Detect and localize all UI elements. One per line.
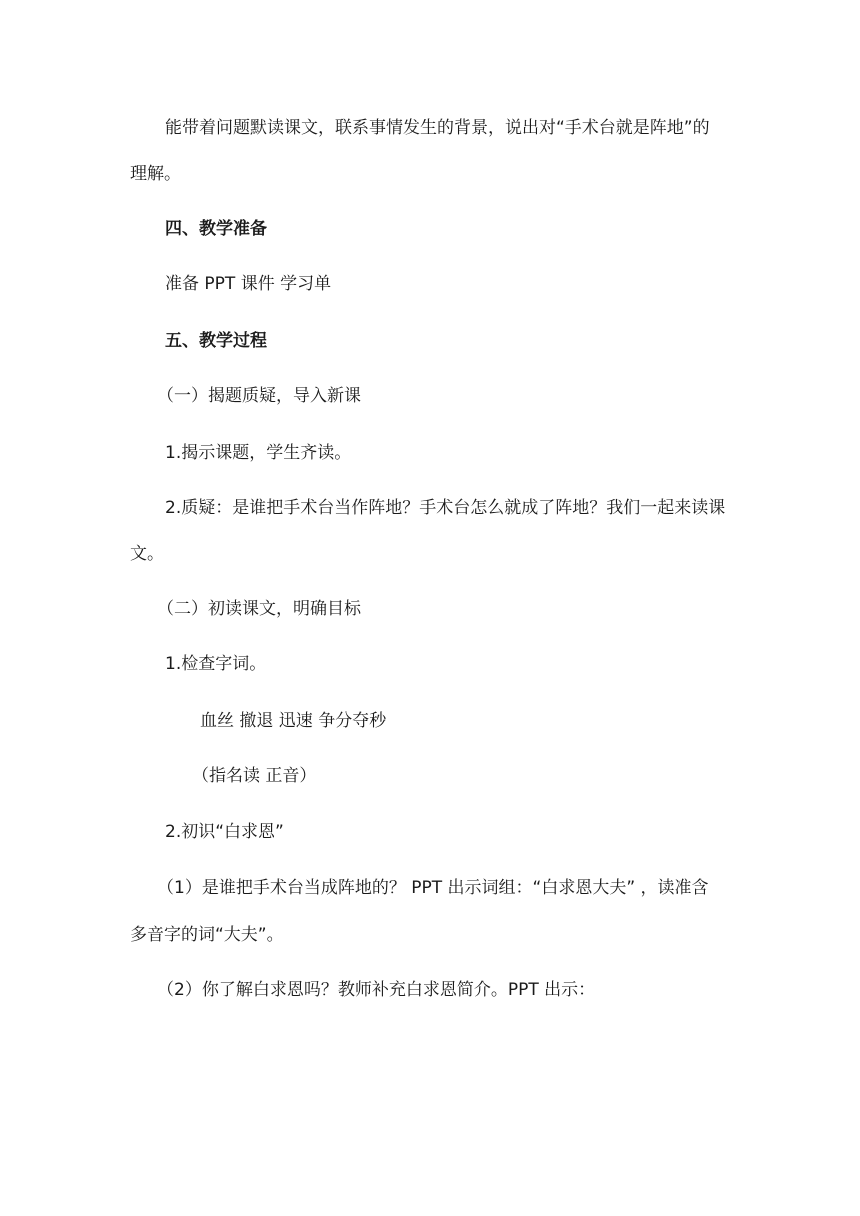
part-1-item-1: 1.揭示课题，学生齐读。 [165, 443, 352, 463]
part-2-item-2-question-2: （2）你了解白求恩吗？教师补充白求恩简介。PPT 出示： [157, 980, 596, 1000]
section-5-heading: 五、教学过程 [165, 331, 267, 351]
objective-line-1: 能带着问题默读课文，联系事情发生的背景，说出对“手术台就是阵地”的 [165, 118, 710, 138]
part-1-item-2-line-1: 2.质疑：是谁把手术台当作阵地？手术台怎么就成了阵地？我们一起来读课 [165, 498, 726, 518]
section-4-content: 准备 PPT 课件 学习单 [165, 274, 332, 294]
part-2-words-note: （指名读 正音） [192, 766, 317, 786]
section-4-heading: 四、教学准备 [165, 219, 267, 239]
part-2-item-2-question-1-line-2: 多音字的词“大夫”。 [130, 925, 284, 945]
part-2-heading: （二）初读课文，明确目标 [157, 599, 361, 619]
part-1-heading: （一）揭题质疑，导入新课 [157, 386, 361, 406]
part-2-item-1: 1.检查字词。 [165, 654, 267, 674]
part-2-words: 血丝 撤退 迅速 争分夺秒 [200, 711, 387, 731]
part-1-item-2-line-2: 文。 [130, 544, 164, 564]
part-2-item-2-question-1-line-1: （1）是谁把手术台当成阵地的？ PPT 出示词组：“白求恩大夫” ，读准含 [157, 878, 709, 898]
part-2-item-2: 2.初识“白求恩” [165, 822, 284, 842]
objective-line-2: 理解。 [130, 164, 181, 184]
